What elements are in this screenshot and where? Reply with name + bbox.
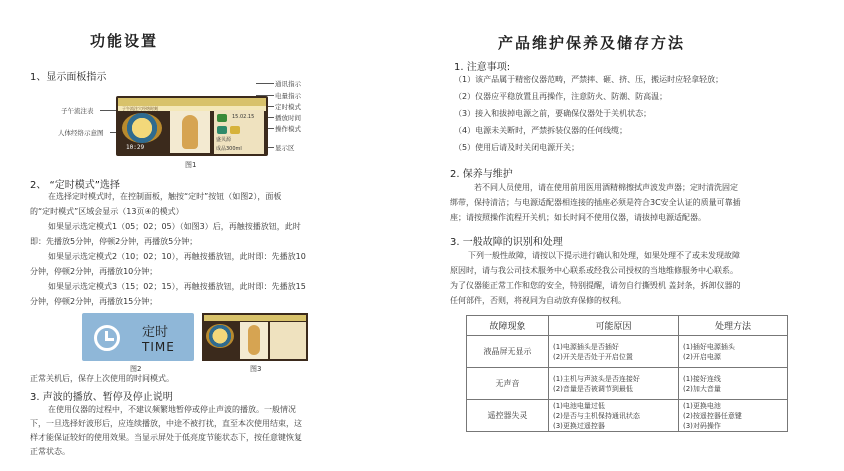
body-chart-image [240,322,268,359]
troubleshooting-line-2: 原因时，请与我公司技术服务中心联系或经我公司授权的当地维修服务中心联系。 [450,266,738,275]
fault-causes [549,336,679,368]
callout-play-time: 播放时间 [275,114,301,122]
cause-item: (1)主机与声波头是否连接好 [553,374,640,383]
body-chart-image [170,111,210,153]
timer-mode-line-1: 在选择定时模式时，在控制面板，触按“定时”按钮（如图2），面板 [48,192,282,201]
figure-caption-2: 图2 [130,365,142,373]
precaution-5: （5）使用后请及时关闭电源开关； [454,143,580,152]
comm-indicator-icon [217,114,227,122]
timer-mode-line-7: 如果显示选定模式3（15；02；15），再触按播放钮，此时即：先播放15 [48,282,306,291]
fix-item: (1)接好连线 [683,374,721,383]
fault-causes [549,368,679,400]
maintenance-line-1: 若不同人员使用，请在使用前用医用酒精棉擦拭声波发声器；定时清洗固定 [474,183,738,192]
clock-icon [94,325,120,351]
callout-timer-mode: 定时模式 [275,103,301,111]
column-header: 可能原因 [549,316,679,336]
timer-mode-line-5: 如果显示选定模式2（10；02；10），再触按播放钮，此时即：先播放10 [48,252,306,261]
figure-caption-1: 图1 [185,161,197,169]
fix-item: (1)插好电源插头 [683,342,735,351]
callout-meridian-table: 子午流注表 [61,107,94,115]
playback-line-3: 样才能保证较好的使用效果。当显示屏处于低亮度节能状态下，按任意键恢复 [30,433,302,442]
cause-item: (2)开关是否处于开启位置 [553,352,633,361]
section-troubleshooting: 3. 一般故障的识别和处理 [450,237,563,248]
fix-item: (1)更换电池 [683,401,721,410]
cause-item: (1)电池电量过低 [553,401,605,410]
fault-fixes [679,400,788,432]
cause-item: (2)是否与主机保持通讯状态 [553,411,640,420]
timer-mode-line-4: 即：先播放5分钟，停顿2分钟，再播放5分钟； [30,237,198,246]
device-panel-figure [116,96,268,156]
fix-item: (2)开启电源 [683,352,721,361]
maintenance-line-3: 座；请按照操作流程开关机；如长时间不使用仪器，请拔掉电源适配器。 [450,213,706,222]
left-page [0,0,420,471]
table-row [467,368,788,400]
timer-mode-line-8: 分钟，停顿2分钟，再播放15分钟； [30,297,158,306]
fix-item: (2)按遥控器任意键 [683,411,742,420]
troubleshooting-line-3: 为了仪器能正常工作和您的安全，特别提醒，请勿自行撕毁机 盖封条，拆卸仪器的 [450,281,741,290]
meridian-clock-icon [206,324,234,348]
timer-mode-line-2: 的“定时模式”区域会显示（13页④的模式） [30,207,184,216]
cause-item: (2)音量是否被调节到最低 [553,384,633,393]
playback-line-1: 在使用仪器的过程中，不建议频繁地暂停或停止声波的播放。一般情况 [48,405,296,414]
callout-power: 电量指示 [275,92,301,100]
timer-button-label: 定时 [142,325,169,340]
cause-item: (3)更换过遥控器 [553,421,605,430]
timer-mode-line-6: 分钟，停顿2分钟，再播放10分钟； [30,267,158,276]
panel-date: 15.02.15 [232,114,255,120]
fix-item: (3)对码操作 [683,421,721,430]
playback-line-2: 下，一旦选择好波形后，应连续播放，中途不被打扰，直至本次使用结束，这 [30,419,302,428]
section-maintenance: 2. 保养与维护 [450,169,513,180]
figure-caption-3: 图3 [250,365,262,373]
fault-fixes [679,368,788,400]
panel-clock-time: 10:29 [126,144,145,151]
timer-button-figure [82,313,194,361]
fault-fixes [679,336,788,368]
cause-item: (1)电源插头是否插好 [553,342,619,351]
column-header: 故障现象 [467,316,549,336]
callout-op-mode: 操作模式 [275,125,301,133]
table-row [467,336,788,368]
precaution-4: （4）电源未关断时，严禁拆装仪器的任何线缆； [454,126,628,135]
fault-table [466,315,788,432]
fault-phenomenon: 无声音 [467,368,549,400]
section-precautions: 1. 注意事项: [454,62,511,73]
troubleshooting-line-4: 任何部件，否则，将视同为自动放弃保修的权利。 [450,296,626,305]
play-icon [217,126,227,134]
fault-causes [549,400,679,432]
troubleshooting-line-1: 下列一般性故障，请按以下提示进行确认和处理，如果处理不了或未发现故障 [468,251,740,260]
section-timer-mode: 2、 “定时模式”选择 [30,180,120,191]
fault-phenomenon: 液晶屏无显示 [467,336,549,368]
maintenance-line-2: 绑带，保持清洁；与电源适配器相连接的插座必须是符合3C安全认证的质量可靠插 [450,198,741,207]
control-area [270,322,306,359]
fix-item: (2)加大音量 [683,384,721,393]
meridian-clock-icon [122,113,162,143]
precaution-3: （3）接入和拔掉电源之前，要确保仪器处于关机状态； [454,109,652,118]
leader-line [100,110,116,111]
precaution-2: （2）仪器应平稳放置且再操作，注意防火、防潮、防高温； [454,92,668,101]
device-panel-figure-3 [202,313,308,361]
page-title-maintenance: 产品维护保养及储存方法 [498,34,686,52]
panel-lcd-line2: 成品300ml [216,146,242,152]
timer-button-label-en: TIME [142,340,175,354]
section-display-panel: 1、显示面板指示 [30,72,107,83]
fault-phenomenon: 遥控器失灵 [467,400,549,432]
panel-top-bar [118,98,266,106]
column-header: 处理方法 [679,316,788,336]
page-title-function-settings: 功能设置 [90,32,159,50]
callout-display: 显示区 [275,144,295,152]
playback-line-4: 正常状态。 [30,447,70,456]
panel-lcd-line1: 盛贝源 [216,137,232,143]
table-header-row [467,316,788,336]
shutdown-note: 正常关机后，保存上次使用的时间模式。 [30,374,174,383]
timer-mode-line-3: 如果显示选定模式1（05；02；05）（如图3）后，再触按播放钮，此时 [48,222,301,231]
callout-comm: 通讯指示 [275,80,301,88]
table-row [467,400,788,432]
callout-body-chart: 人体经络示意图 [58,129,104,137]
pause-icon [230,126,240,134]
leader-line [256,83,274,84]
precaution-1: （1）该产品属于精密仪器范畴，严禁摔、砸、挤、压，搬运时应轻拿轻放； [454,75,724,84]
panel-strip: 子午流注穴经络时刻 [118,106,266,111]
section-playback: 3. 声波的播放、暂停及停止说明 [30,392,173,403]
